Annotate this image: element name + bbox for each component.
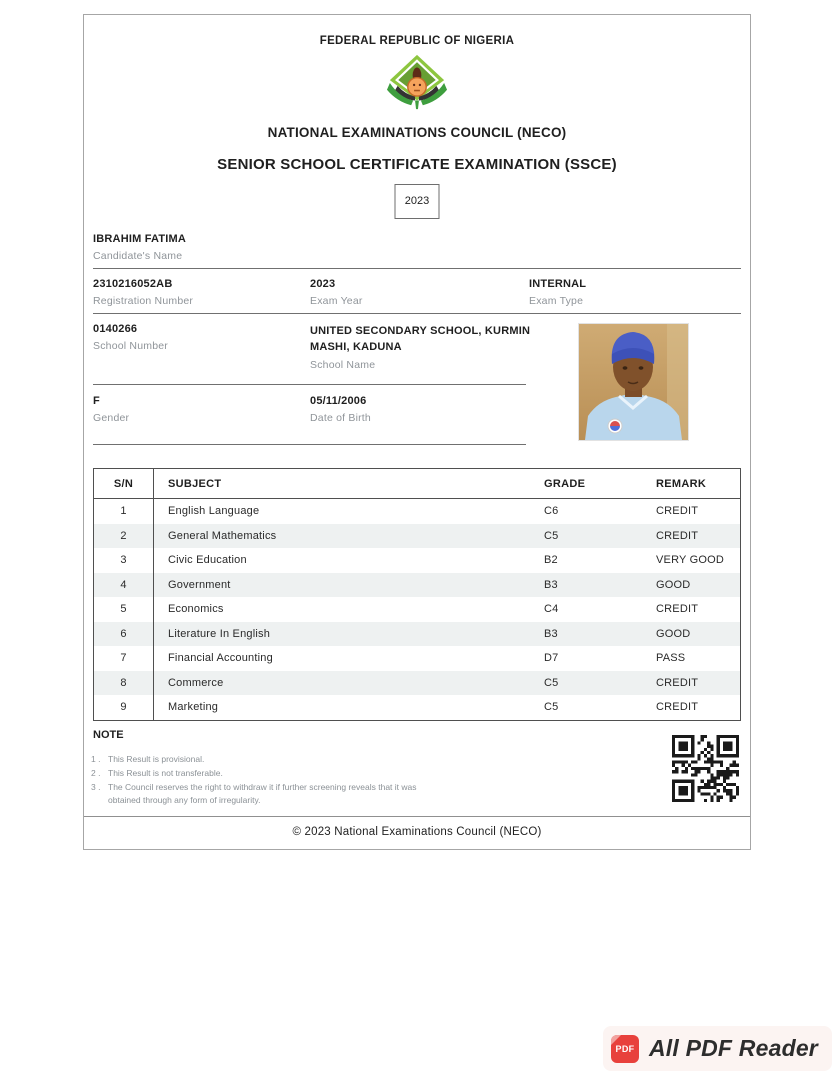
cell-grade: B3 xyxy=(544,578,558,591)
note-item xyxy=(91,767,571,780)
cell-remark: GOOD xyxy=(656,627,691,640)
candidate-name-label: Candidate's Name xyxy=(93,250,183,262)
verification-qr-code xyxy=(672,735,739,802)
cell-sn: 6 xyxy=(120,627,127,640)
cell-sn: 4 xyxy=(120,578,127,591)
header-grade: GRADE xyxy=(544,478,586,490)
table-row xyxy=(94,499,740,524)
cell-subject: Civic Education xyxy=(168,554,247,566)
cell-remark: CREDIT xyxy=(656,676,699,689)
gender-field xyxy=(93,395,129,424)
cell-remark: CREDIT xyxy=(656,529,699,542)
results-table xyxy=(93,468,741,721)
note-item-text: This Result is not transferable. xyxy=(108,768,223,778)
note-item-text: This Result is provisional. xyxy=(108,754,205,764)
cell-grade: C6 xyxy=(544,505,559,517)
cell-subject: English Language xyxy=(168,505,260,517)
divider xyxy=(93,268,741,269)
date-of-birth-label: Date of Birth xyxy=(310,412,371,424)
cell-grade: C5 xyxy=(544,676,559,689)
cell-sn: 8 xyxy=(120,676,127,689)
gender-label: Gender xyxy=(93,412,130,424)
cell-subject: Government xyxy=(168,578,231,591)
exam-year-value: 2023 xyxy=(310,278,336,290)
footer-copyright: © 2023 National Examinations Council (NECO) xyxy=(292,826,542,838)
exam-type-value: INTERNAL xyxy=(529,278,587,290)
divider xyxy=(93,444,526,445)
table-row xyxy=(94,597,740,622)
candidate-name-field xyxy=(93,233,186,262)
cell-sn: 7 xyxy=(120,652,127,664)
school-name-label: School Name xyxy=(310,359,376,371)
school-name-value: UNITED SECONDARY SCHOOL, KURMIN MASHI, KADUNA xyxy=(310,325,531,353)
date-of-birth-value: 05/11/2006 xyxy=(310,395,367,407)
cell-sn: 9 xyxy=(120,701,127,713)
table-row xyxy=(94,524,740,549)
cell-grade: C4 xyxy=(544,603,559,615)
cell-remark: CREDIT xyxy=(656,701,699,713)
note-item-number: 3 . xyxy=(91,782,101,792)
all-pdf-reader-badge[interactable] xyxy=(603,1026,832,1071)
cell-sn: 5 xyxy=(120,603,127,615)
cell-remark: PASS xyxy=(656,652,686,664)
divider xyxy=(93,313,741,314)
exam-title: SENIOR SCHOOL CERTIFICATE EXAMINATION (SSCE) xyxy=(217,156,617,173)
cell-grade: C5 xyxy=(544,701,559,713)
exam-year-box: 2023 xyxy=(395,184,440,219)
note-title: NOTE xyxy=(93,729,124,741)
table-row xyxy=(94,646,740,671)
cell-subject: Literature In English xyxy=(168,627,271,640)
pdf-icon-label: PDF xyxy=(615,1043,635,1054)
certificate-card xyxy=(83,14,751,850)
header-remark: REMARK xyxy=(656,478,707,490)
cell-remark: GOOD xyxy=(656,578,691,591)
cell-subject: Financial Accounting xyxy=(168,652,273,664)
note-item-text: The Council reserves the right to withdraw it if further screening reveals that it was obtained through any form of irregularity. xyxy=(108,782,417,805)
note-item-number: 1 . xyxy=(91,754,101,764)
school-number-value: 0140266 xyxy=(93,323,138,335)
registration-number-value: 2310216052AB xyxy=(93,278,173,290)
pdf-file-icon xyxy=(611,1035,639,1063)
cell-sn: 2 xyxy=(120,529,127,542)
school-name-field xyxy=(310,323,545,371)
cell-subject: General Mathematics xyxy=(168,529,277,542)
table-row xyxy=(94,548,740,573)
registration-number-field xyxy=(93,278,193,307)
cell-remark: CREDIT xyxy=(656,505,699,517)
table-header-row xyxy=(94,469,740,499)
date-of-birth-field xyxy=(310,395,371,424)
table-row xyxy=(94,573,740,598)
cell-remark: CREDIT xyxy=(656,603,699,615)
cell-sn: 1 xyxy=(120,505,127,517)
cell-remark: VERY GOOD xyxy=(656,554,725,566)
table-row xyxy=(94,622,740,647)
cell-grade: B2 xyxy=(544,554,558,566)
cell-grade: D7 xyxy=(544,652,559,664)
exam-type-label: Exam Type xyxy=(529,295,584,307)
divider xyxy=(93,384,526,385)
exam-year-field xyxy=(310,278,363,307)
header-sn: S/N xyxy=(113,478,134,490)
app-name-watermark: All PDF Reader xyxy=(649,1035,818,1061)
candidate-photo xyxy=(578,323,689,441)
school-number-field xyxy=(93,323,168,352)
table-row xyxy=(94,695,740,720)
cell-subject: Marketing xyxy=(168,701,219,713)
note-list xyxy=(91,753,571,808)
table-row xyxy=(94,671,740,696)
cell-subject: Commerce xyxy=(168,676,224,689)
registration-number-label: Registration Number xyxy=(93,295,194,307)
note-item xyxy=(91,781,571,806)
exam-year-label: Exam Year xyxy=(310,295,363,307)
council-title: NATIONAL EXAMINATIONS COUNCIL (NECO) xyxy=(267,125,567,140)
note-item xyxy=(91,753,571,766)
header-subject: SUBJECT xyxy=(168,478,222,490)
school-number-label: School Number xyxy=(93,340,168,352)
country-title: FEDERAL REPUBLIC OF NIGERIA xyxy=(319,35,515,47)
cell-subject: Economics xyxy=(168,603,224,615)
cell-grade: C5 xyxy=(544,529,559,542)
gender-value: F xyxy=(93,395,100,407)
cell-sn: 3 xyxy=(120,554,127,566)
neco-coat-of-arms-icon xyxy=(386,53,448,118)
cell-grade: B3 xyxy=(544,627,558,640)
exam-type-field xyxy=(529,278,586,307)
note-item-number: 2 . xyxy=(91,768,101,778)
table-column-divider xyxy=(153,469,154,720)
candidate-name-value: IBRAHIM FATIMA xyxy=(93,233,187,245)
